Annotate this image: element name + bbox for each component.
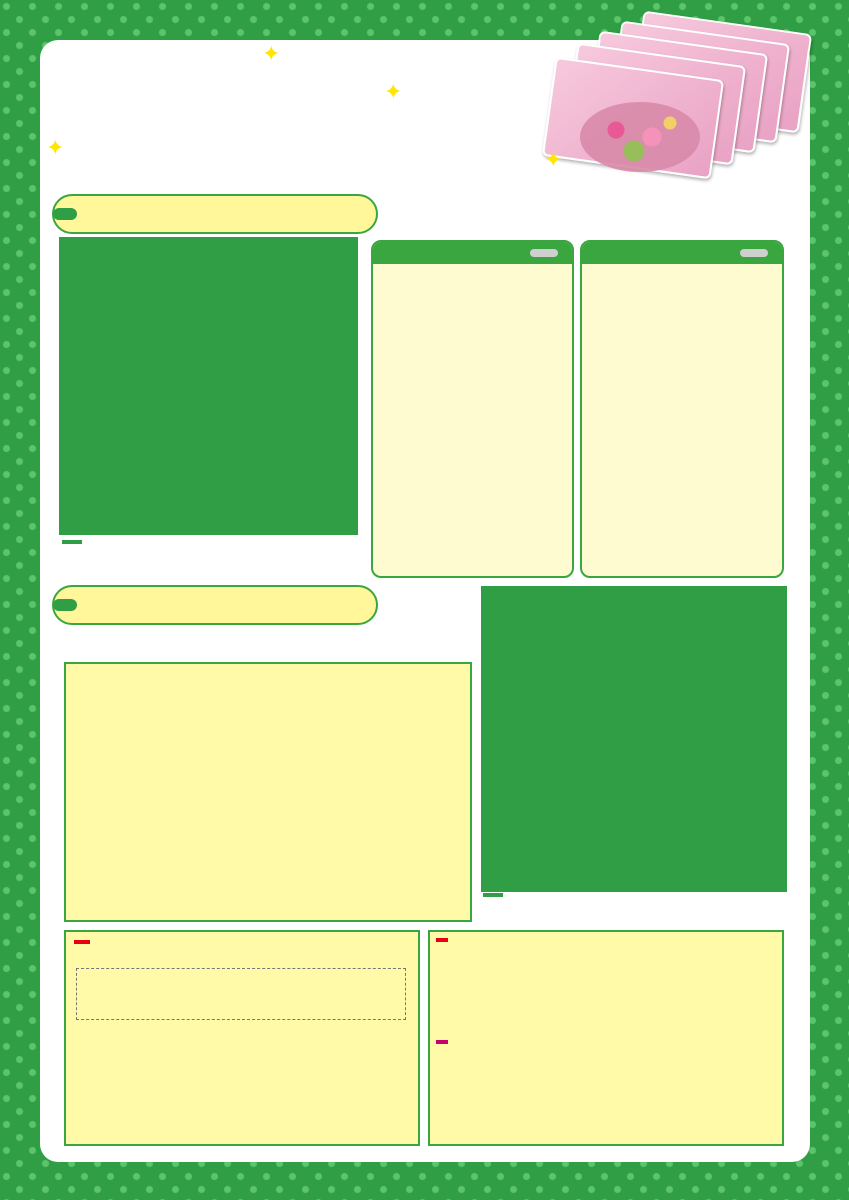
how-to-apply-panel (64, 930, 420, 1146)
sparkle-icon: ✦ (544, 148, 563, 173)
key-icon (740, 249, 768, 257)
crossword-header (52, 194, 378, 234)
skeleton-grid (481, 586, 787, 892)
sparkle-icon: ✦ (46, 136, 65, 161)
sparkle-icon: ✦ (384, 80, 403, 105)
yoko-clue-panel (580, 240, 784, 578)
tate-clue-panel (371, 240, 574, 578)
question-label (53, 599, 77, 611)
address-panel (428, 930, 784, 1146)
crossword-answer-boxes (62, 540, 82, 544)
skeleton-answer-boxes (483, 893, 503, 897)
question-label (53, 208, 77, 220)
crossword-grid (59, 237, 358, 535)
skeleton-header (52, 585, 378, 625)
web-apply-tag (436, 1040, 448, 1044)
station-word-list (64, 662, 472, 922)
required-items (76, 968, 406, 1020)
flower-bouquet-image (580, 102, 700, 172)
quo-cards-image (540, 22, 808, 202)
key-icon (530, 249, 558, 257)
address-tag (436, 938, 448, 942)
apply-tag (74, 940, 90, 944)
sparkle-icon: ✦ (262, 42, 281, 67)
